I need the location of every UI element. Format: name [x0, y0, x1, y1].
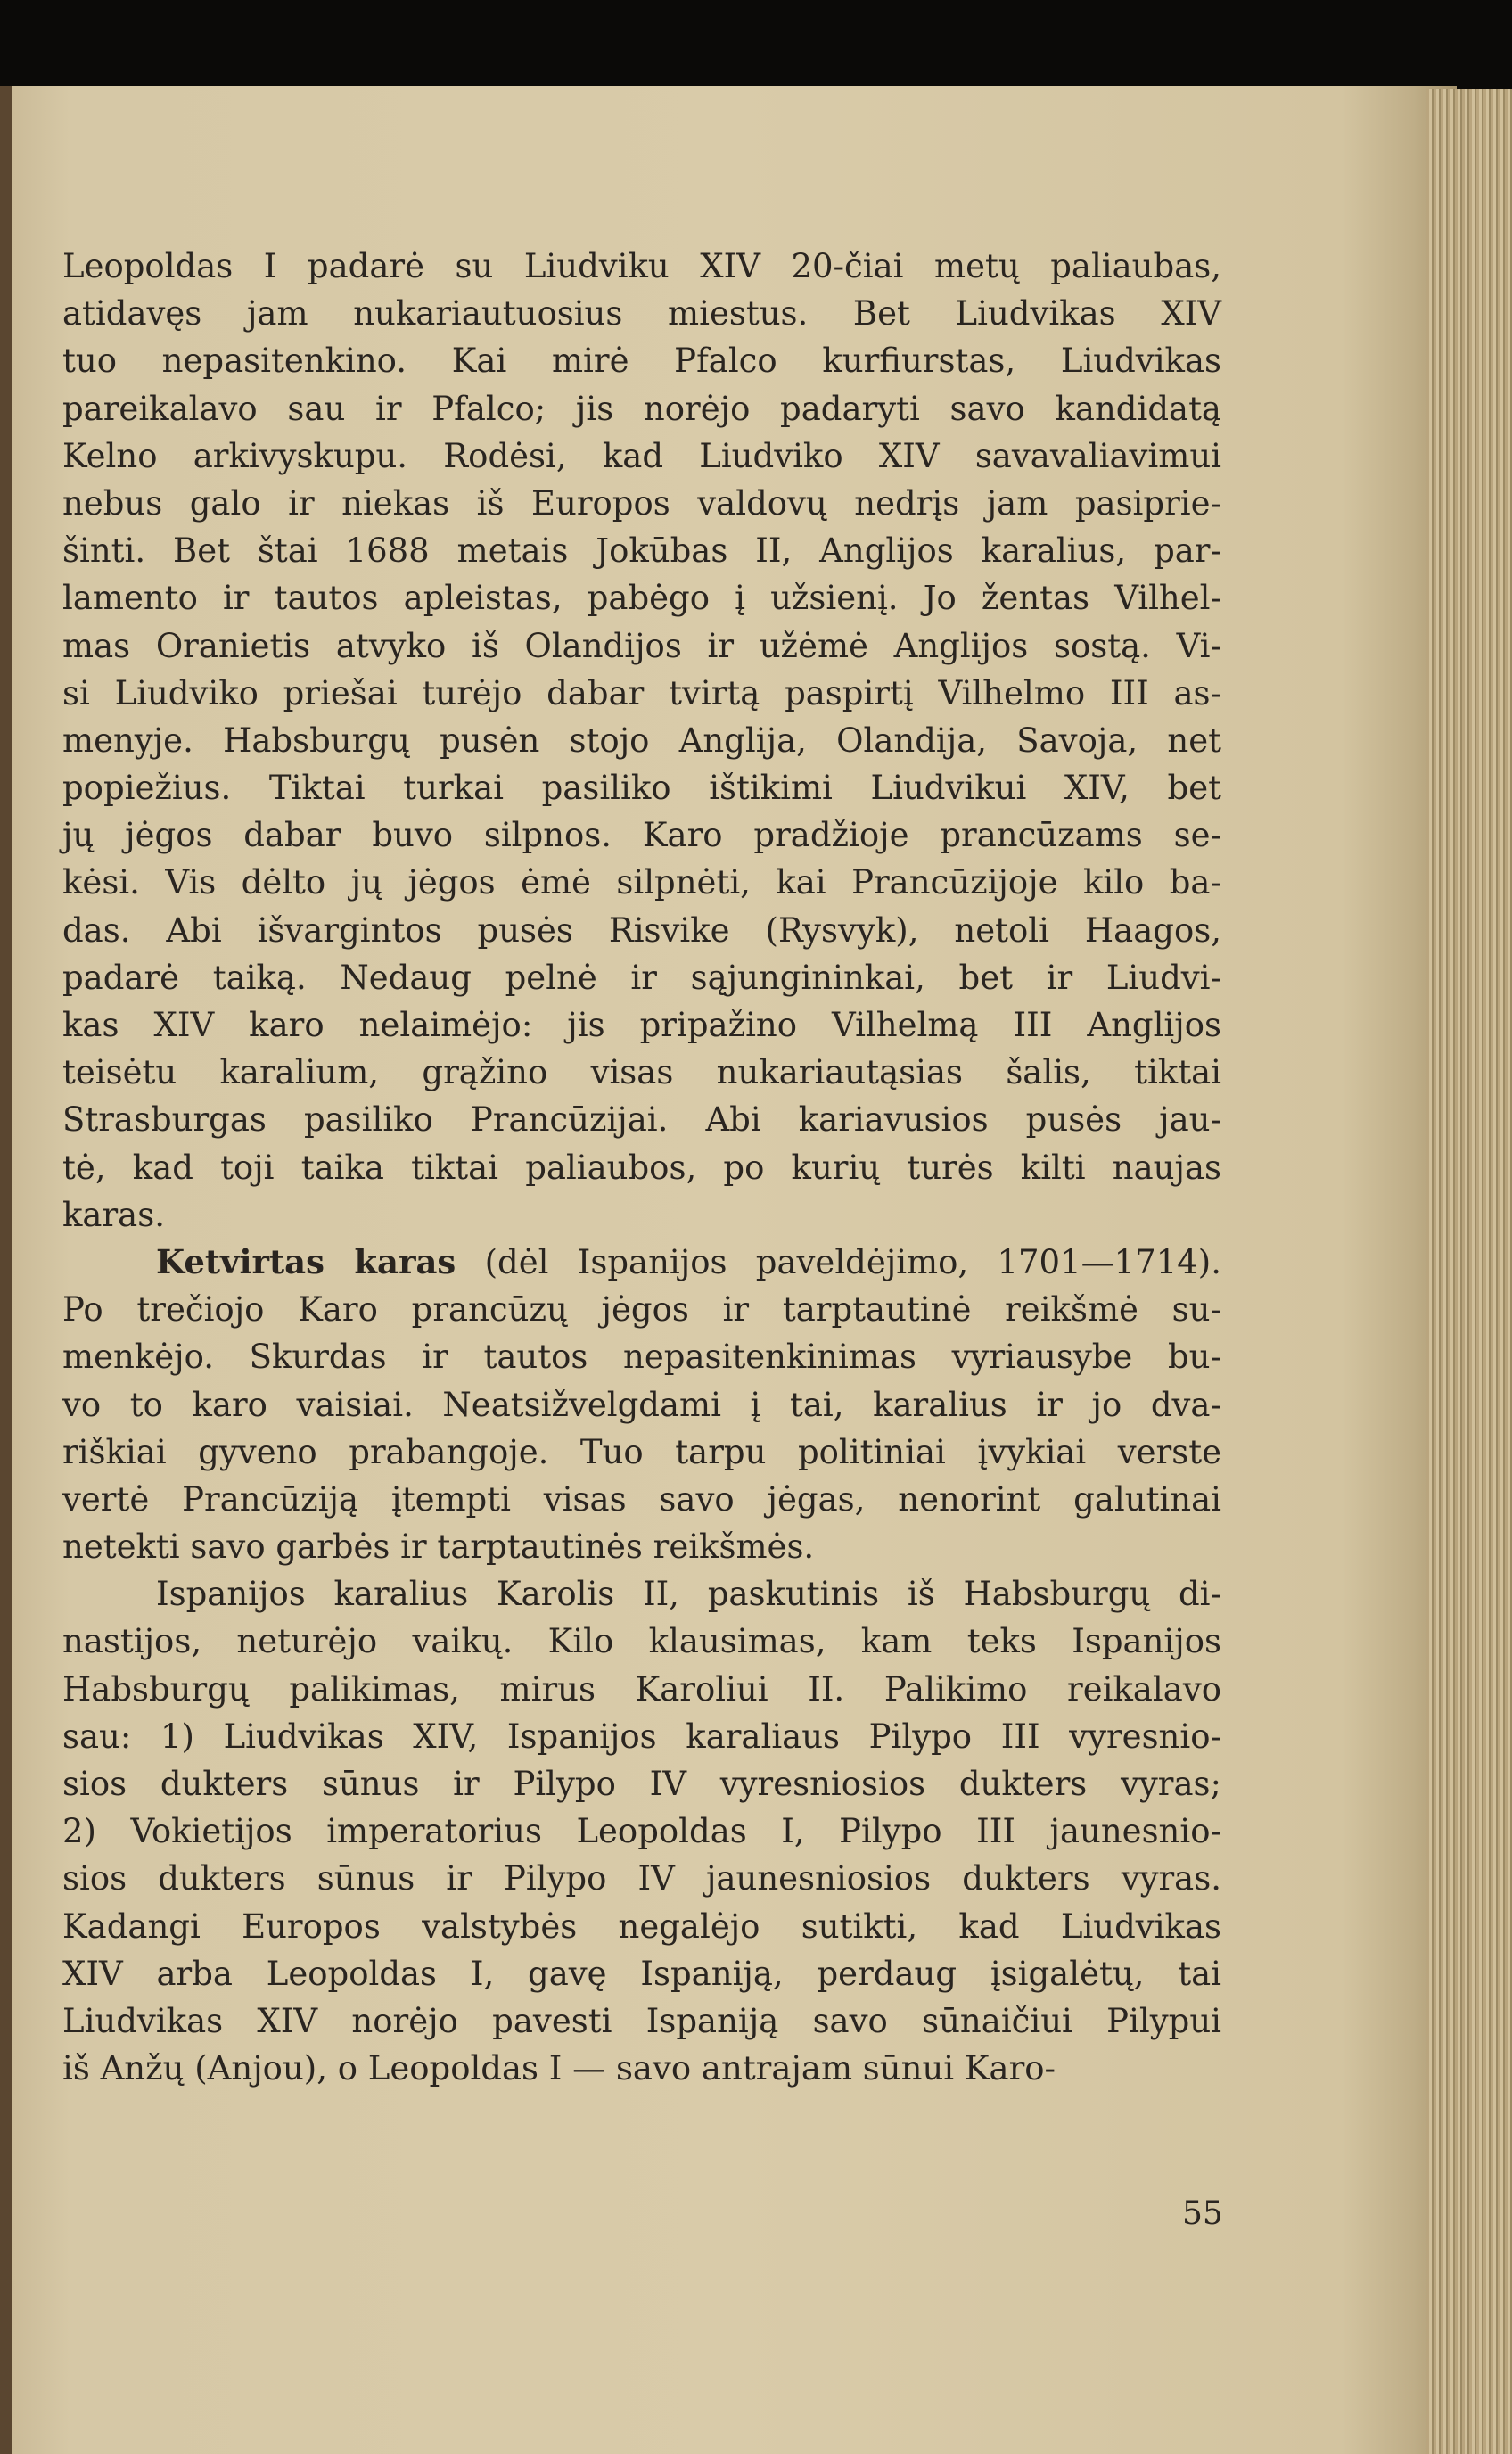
text-line: das. Abi išvargintos pusės Risvike (Rysvyk), netoli Haagos,: [62, 910, 1221, 950]
text-line: Leopoldas I padarė su Liudviku XIV 20-čiai metų paliaubas,: [62, 247, 1221, 285]
scan-left-edge: [0, 86, 12, 2454]
text-line: jų jėgos dabar buvo silpnos. Karo pradžioje prancūzams se-: [62, 816, 1221, 855]
text-line: popiežius. Tiktai turkai pasiliko ištikimi Liudvikui XIV, bet: [62, 769, 1221, 808]
text-line: nebus galo ir niekas iš Europos valdovų nedrįs jam pasiprie-: [62, 483, 1221, 523]
text-line: karas.: [62, 1195, 165, 1234]
text-line: si Liudviko priešai turėjo dabar tvirtą paspirtį Vilhelmo III as-: [62, 673, 1221, 712]
text-line: lamento ir tautos apleistas, pabėgo į užsienį. Jo žentas Vilhel-: [62, 579, 1221, 618]
text-line: vertė Prancūziją įtempti visas savo jėgas, nenorint galutinai: [62, 1479, 1221, 1519]
text-line: [62, 1239, 1221, 1286]
page-stack-edge: [1426, 89, 1512, 2454]
text-line: Ispanijos karalius Karolis II, paskutinis iš Habsburgų di-: [156, 1575, 1221, 1614]
text-line: menkėjo. Skurdas ir tautos nepasitenkinimas vyriausybe bu-: [62, 1338, 1221, 1377]
text-line: XIV arba Leopoldas I, gavę Ispaniją, perdaug įsigalėtų, tai: [62, 1954, 1221, 1993]
text-line: Po trečiojo Karo prancūzų jėgos ir tarptautinė reikšmė su-: [62, 1290, 1221, 1330]
text-line: 2) Vokietijos imperatorius Leopoldas I, Pilypo III jaunesnio-: [62, 1812, 1221, 1851]
section-heading: Ketvirtas karas: [156, 1241, 456, 1281]
page-body-text: [62, 243, 1221, 2092]
text-line: pareikalavo sau ir Pfalco; jis norėjo padaryti savo kandidatą: [62, 389, 1221, 428]
text-line: tė, kad toji taika tiktai paliaubos, po kurių turės kilti naujas: [62, 1148, 1221, 1187]
text-line: riškiai gyveno prabangoje. Tuo tarpu politiniai įvykiai verste: [62, 1432, 1221, 1471]
text-line: sios dukters sūnus ir Pilypo IV jaunesniosios dukters vyras.: [62, 1859, 1221, 1898]
text-line: netekti savo garbės ir tarptautinės reikšmės.: [62, 1528, 815, 1567]
text-line: kėsi. Vis dėlto jų jėgos ėmė silpnėti, kai Prancūzijoje kilo ba-: [62, 863, 1221, 902]
text-line: iš Anžų (Anjou), o Leopoldas I — savo antrajam sūnui Karo-: [62, 2049, 1056, 2088]
text-line: Habsburgų palikimas, mirus Karoliui II. Palikimo reikalavo: [62, 1669, 1221, 1709]
text-line: Strasburgas pasiliko Prancūzijai. Abi kariavusios pusės jau-: [62, 1100, 1221, 1140]
text-line: kas XIV karo nelaimėjo: jis pripažino Vilhelmą III Anglijos: [62, 1006, 1221, 1044]
text-line: Liudvikas XIV norėjo pavesti Ispaniją savo sūnaičiui Pilypui: [62, 2001, 1221, 2040]
page-number: 55: [1182, 2195, 1223, 2232]
text-line: atidavęs jam nukariautuosius miestus. Bet Liudvikas XIV: [62, 294, 1221, 334]
text-line: sios dukters sūnus ir Pilypo IV vyresniosios dukters vyras;: [62, 1765, 1221, 1803]
text-line: Kadangi Europos valstybės negalėjo sutikti, kad Liudvikas: [62, 1906, 1221, 1946]
text-line: šinti. Bet štai 1688 metais Jokūbas II, Anglijos karalius, par-: [62, 531, 1221, 571]
text-line: padarė taiką. Nedaug pelnė ir sąjungininkai, bet ir Liudvi-: [62, 958, 1221, 997]
text-line: teisėtu karalium, grąžino visas nukariautąsias šalis, tiktai: [62, 1053, 1221, 1092]
text-line: tuo nepasitenkino. Kai mirė Pfalco kurfiurstas, Liudvikas: [62, 342, 1221, 381]
text-line: Kelno arkivyskupu. Rodėsi, kad Liudviko XIV savavaliavimui: [62, 436, 1221, 475]
text-line: vo to karo vaisiai. Neatsižvelgdami į tai, karalius ir jo dva-: [62, 1385, 1221, 1424]
text-line: menyje. Habsburgų pusėn stojo Anglija, Olandija, Savoja, net: [62, 721, 1221, 760]
text-line: nastijos, neturėjo vaikų. Kilo klausimas, kam teks Ispanijos: [62, 1622, 1221, 1661]
text-line: sau: 1) Liudvikas XIV, Ispanijos karaliaus Pilypo III vyresnio-: [62, 1717, 1221, 1756]
text-line: mas Oranietis atvyko iš Olandijos ir užėmė Anglijos sostą. Vi-: [62, 626, 1221, 665]
text-line-rest: (dėl Ispanijos paveldėjimo, 1701—1714).: [456, 1242, 1221, 1281]
